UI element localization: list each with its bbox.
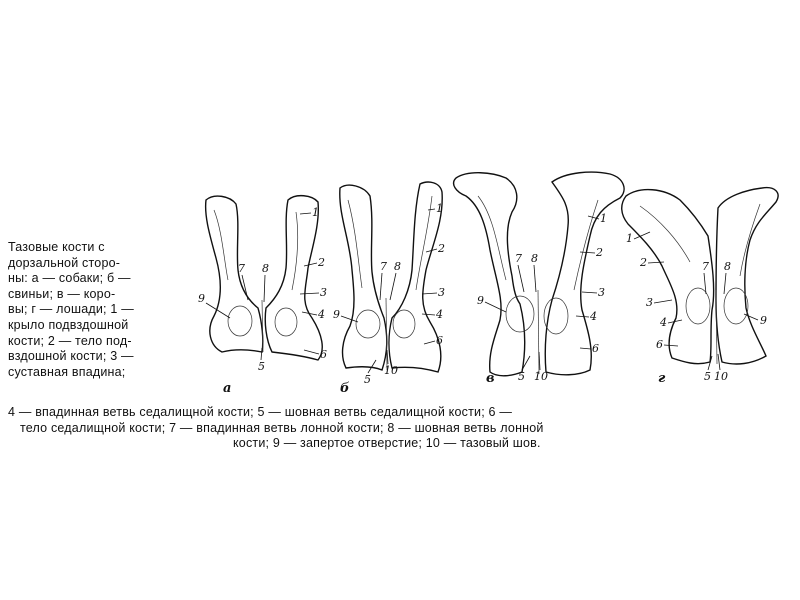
svg-text:3: 3 xyxy=(438,286,445,299)
panel-b-pig xyxy=(333,182,445,396)
svg-text:8: 8 xyxy=(531,252,538,265)
svg-text:3: 3 xyxy=(646,296,653,309)
caption-line: свиньи; в — коро- xyxy=(8,286,116,301)
svg-text:2: 2 xyxy=(640,256,647,269)
caption-line: 4 — впадинная ветвь седалищной кости; 5 — шовная ветвь седалищной кости; 6 — xyxy=(8,405,513,419)
svg-text:1: 1 xyxy=(312,206,319,219)
svg-text:2: 2 xyxy=(438,242,445,255)
pig-left-hip-bone xyxy=(340,185,387,370)
svg-text:6: 6 xyxy=(436,334,443,347)
svg-text:8: 8 xyxy=(394,260,401,273)
caption-line: крыло подвздошной xyxy=(8,317,129,332)
svg-text:4: 4 xyxy=(660,316,667,329)
svg-text:6: 6 xyxy=(320,348,327,361)
svg-text:8: 8 xyxy=(724,260,731,273)
caption-line: дорзальной сторо- xyxy=(8,255,121,270)
caption-line: вы; г — лошади; 1 — xyxy=(8,302,134,317)
svg-text:5: 5 xyxy=(518,370,525,383)
svg-text:4: 4 xyxy=(590,310,597,323)
panel-a-letter: а xyxy=(223,381,232,396)
caption-line: суставная впадина; xyxy=(8,364,126,379)
caption-line: Тазовые кости с xyxy=(8,240,105,254)
svg-text:9: 9 xyxy=(477,294,484,307)
caption-left xyxy=(8,240,188,380)
caption-line: кости; 2 — тело под- xyxy=(8,333,132,348)
svg-text:10: 10 xyxy=(384,364,398,377)
svg-text:7: 7 xyxy=(238,262,245,275)
svg-text:10: 10 xyxy=(714,370,728,383)
svg-text:9: 9 xyxy=(198,292,205,305)
svg-text:5: 5 xyxy=(704,370,711,383)
svg-text:5: 5 xyxy=(258,360,265,373)
svg-text:1: 1 xyxy=(626,232,633,245)
cow-pelvic-symphysis xyxy=(538,290,539,374)
panel-a-dog xyxy=(198,196,327,396)
svg-text:7: 7 xyxy=(702,260,709,273)
dog-left-hip-bone xyxy=(206,196,263,352)
svg-text:2: 2 xyxy=(318,256,325,269)
svg-text:9: 9 xyxy=(333,308,340,321)
svg-text:4: 4 xyxy=(318,308,325,321)
cow-left-hip-bone xyxy=(454,173,525,376)
caption-line: кости; 9 — запертое отверстие; 10 — тазовый шов. xyxy=(233,436,541,451)
svg-text:6: 6 xyxy=(592,342,599,355)
svg-text:3: 3 xyxy=(598,286,605,299)
cow-right-hip-bone xyxy=(545,172,624,375)
panel-d-letter: г xyxy=(658,371,666,386)
svg-text:6: 6 xyxy=(656,338,663,351)
dog-right-hip-bone xyxy=(265,196,322,360)
horse-left-hip-bone xyxy=(622,190,714,364)
svg-text:7: 7 xyxy=(515,252,522,265)
svg-text:2: 2 xyxy=(596,246,603,259)
panel-b-letter: б xyxy=(340,381,350,396)
caption-line: вздошной кости; 3 — xyxy=(8,349,134,364)
svg-text:9: 9 xyxy=(760,314,767,327)
svg-text:1: 1 xyxy=(600,212,607,225)
svg-text:7: 7 xyxy=(380,260,387,273)
horse-right-hip-bone xyxy=(716,188,778,364)
panel-d-horse xyxy=(622,188,778,386)
panel-c-cow xyxy=(454,172,624,386)
svg-text:10: 10 xyxy=(534,370,548,383)
svg-text:1: 1 xyxy=(436,202,443,215)
panel-c-letter: в xyxy=(486,371,495,386)
pig-pelvic-symphysis xyxy=(386,298,387,370)
caption-line: ны: а — собаки; б — xyxy=(8,271,131,286)
pig-right-hip-bone xyxy=(389,182,442,372)
svg-text:4: 4 xyxy=(436,308,443,321)
caption-bottom xyxy=(8,405,788,452)
svg-text:5: 5 xyxy=(364,373,371,386)
caption-line: тело седалищной кости; 7 — впадинная ветвь лонной кости; 8 — шовная ветвь лонной xyxy=(20,420,544,435)
svg-text:8: 8 xyxy=(262,262,269,275)
svg-text:3: 3 xyxy=(320,286,327,299)
